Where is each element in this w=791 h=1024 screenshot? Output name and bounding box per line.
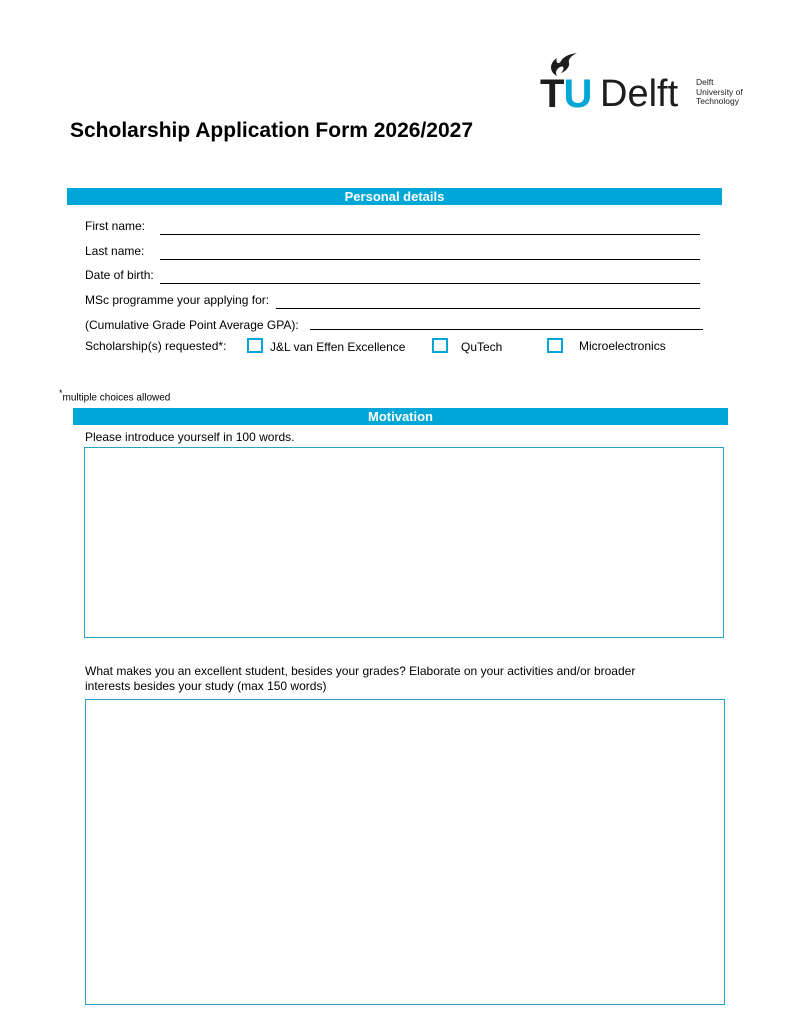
checkbox-van-effen[interactable] — [247, 338, 263, 353]
logo-delft: Delft — [600, 73, 679, 115]
logo-sub-line3: Technology — [696, 96, 740, 106]
footnote-star: * — [59, 388, 63, 398]
question-excellent-line2: interests besides your study (max 150 words) — [85, 679, 327, 693]
last-name-field[interactable] — [160, 259, 700, 260]
logo-subtitle — [696, 78, 743, 107]
option-van-effen-label: J&L van Effen Excellence — [270, 340, 406, 354]
scholarships-label: Scholarship(s) requested*: — [85, 339, 227, 353]
option-microelectronics-label: Microelectronics — [579, 339, 666, 353]
page-title: Scholarship Application Form 2026/2027 — [70, 119, 474, 142]
motivation-header: Motivation — [73, 408, 728, 425]
gpa-label: (Cumulative Grade Point Average GPA): — [85, 318, 299, 332]
footnote-text: multiple choices allowed — [62, 392, 171, 404]
question-introduce: Please introduce yourself in 100 words. — [85, 430, 295, 444]
msc-field[interactable] — [276, 308, 700, 309]
logo-sub-line2: University of — [696, 86, 743, 97]
dob-label: Date of birth: — [85, 268, 154, 282]
logo-tu — [540, 74, 591, 114]
first-name-field[interactable] — [160, 234, 700, 235]
logo-t: T — [540, 72, 564, 116]
introduce-textarea[interactable] — [84, 447, 724, 638]
last-name-label: Last name: — [85, 244, 145, 258]
personal-details-header: Personal details — [67, 188, 722, 205]
footnote — [59, 387, 170, 404]
msc-label: MSc programme your applying for: — [85, 293, 270, 307]
checkbox-microelectronics[interactable] — [547, 338, 563, 353]
logo-sub-line1: Delft — [696, 77, 714, 87]
gpa-field[interactable] — [310, 329, 703, 330]
dob-field[interactable] — [160, 283, 700, 284]
first-name-label: First name: — [85, 219, 146, 233]
option-qutech-label: QuTech — [461, 340, 503, 354]
logo-u: U — [563, 72, 592, 116]
tu-delft-logo — [540, 52, 755, 114]
question-excellent-line1: What makes you an excellent student, besides your grades? Elaborate on your activities and/or broader — [85, 664, 636, 678]
excellent-textarea[interactable] — [85, 699, 725, 1005]
checkbox-qutech[interactable] — [432, 338, 448, 353]
